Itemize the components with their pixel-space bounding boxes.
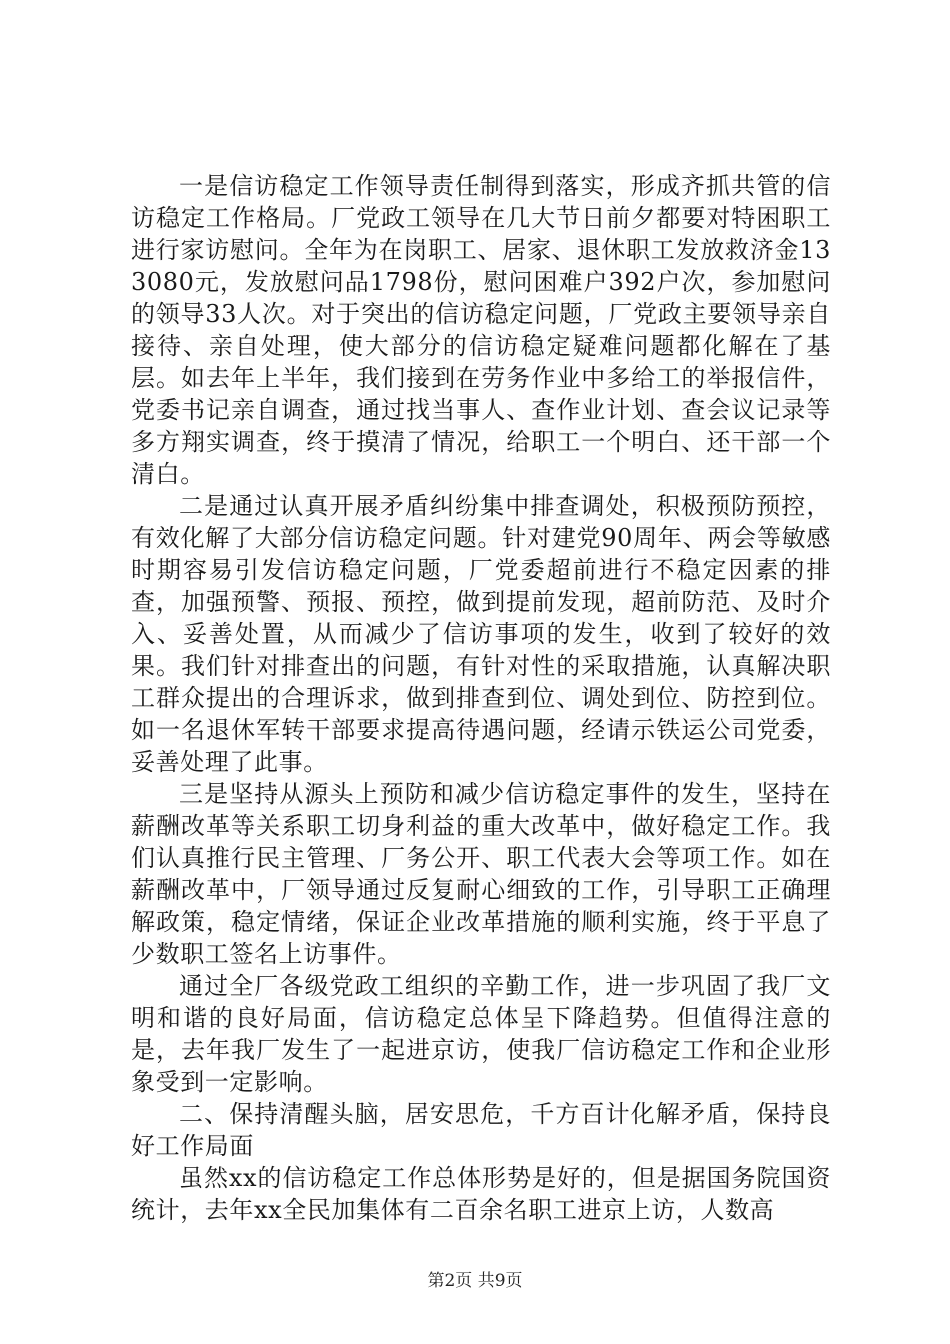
document-body bbox=[131, 170, 831, 1226]
section-heading: 二、保持清醒头脑，居安思危，千方百计化解矛盾，保持良好工作局面 bbox=[131, 1100, 831, 1160]
paragraph-3: 三是坚持从源头上预防和减少信访稳定事件的发生，坚持在薪酬改革等关系职工切身利益的重大改革中，做好稳定工作。我们认真推行民主管理、厂务公开、职工代表大会等项工作。如在薪酬改革中，厂领导通过反复耐心细致的工作，引导职工正确理解政策，稳定情绪，保证企业改革措施的顺利实施，终于平息了少数职工签名上访事件。 bbox=[131, 780, 831, 968]
paragraph-2: 二是通过认真开展矛盾纠纷集中排查调处，积极预防预控，有效化解了大部分信访稳定问题。针对建党90周年、两会等敏感时期容易引发信访稳定问题，厂党委超前进行不稳定因素的排查，加强预警、预报、预控，做到提前发现，超前防范、及时介入、妥善处置，从而减少了信访事项的发生，收到了较好的效果。我们针对排查出的问题，有针对性的采取措施，认真解决职工群众提出的合理诉求，做到排查到位、调处到位、防控到位。如一名退休军转干部要求提高待遇问题，经请示铁运公司党委，妥善处理了此事。 bbox=[131, 492, 831, 776]
paragraph-4: 通过全厂各级党政工组织的辛勤工作，进一步巩固了我厂文明和谐的良好局面，信访稳定总体呈下降趋势。但值得注意的是，去年我厂发生了一起进京访，使我厂信访稳定工作和企业形象受到一定影响。 bbox=[131, 972, 831, 1096]
paragraph-5: 虽然xx的信访稳定工作总体形势是好的，但是据国务院国资统计，去年xx全民加集体有二百余名职工进京上访，人数高 bbox=[131, 1164, 831, 1224]
paragraph-1: 一是信访稳定工作领导责任制得到落实，形成齐抓共管的信访稳定工作格局。厂党政工领导在几大节日前夕都要对特困职工进行家访慰问。全年为在岗职工、居家、退休职工发放救济金133080元，发放慰问品1798份，慰问困难户392户次，参加慰问的领导33人次。对于突出的信访稳定问题，厂党政主要领导亲自接待、亲自处理，使大部分的信访稳定疑难问题都化解在了基层。如去年上半年，我们接到在劳务作业中多给工的举报信件，党委书记亲自调查，通过找当事人、查作业计划、查会议记录等多方翔实调查，终于摸清了情况，给职工一个明白、还干部一个清白。 bbox=[131, 172, 831, 488]
page-number-footer: 第2页 共9页 bbox=[427, 1271, 523, 1291]
